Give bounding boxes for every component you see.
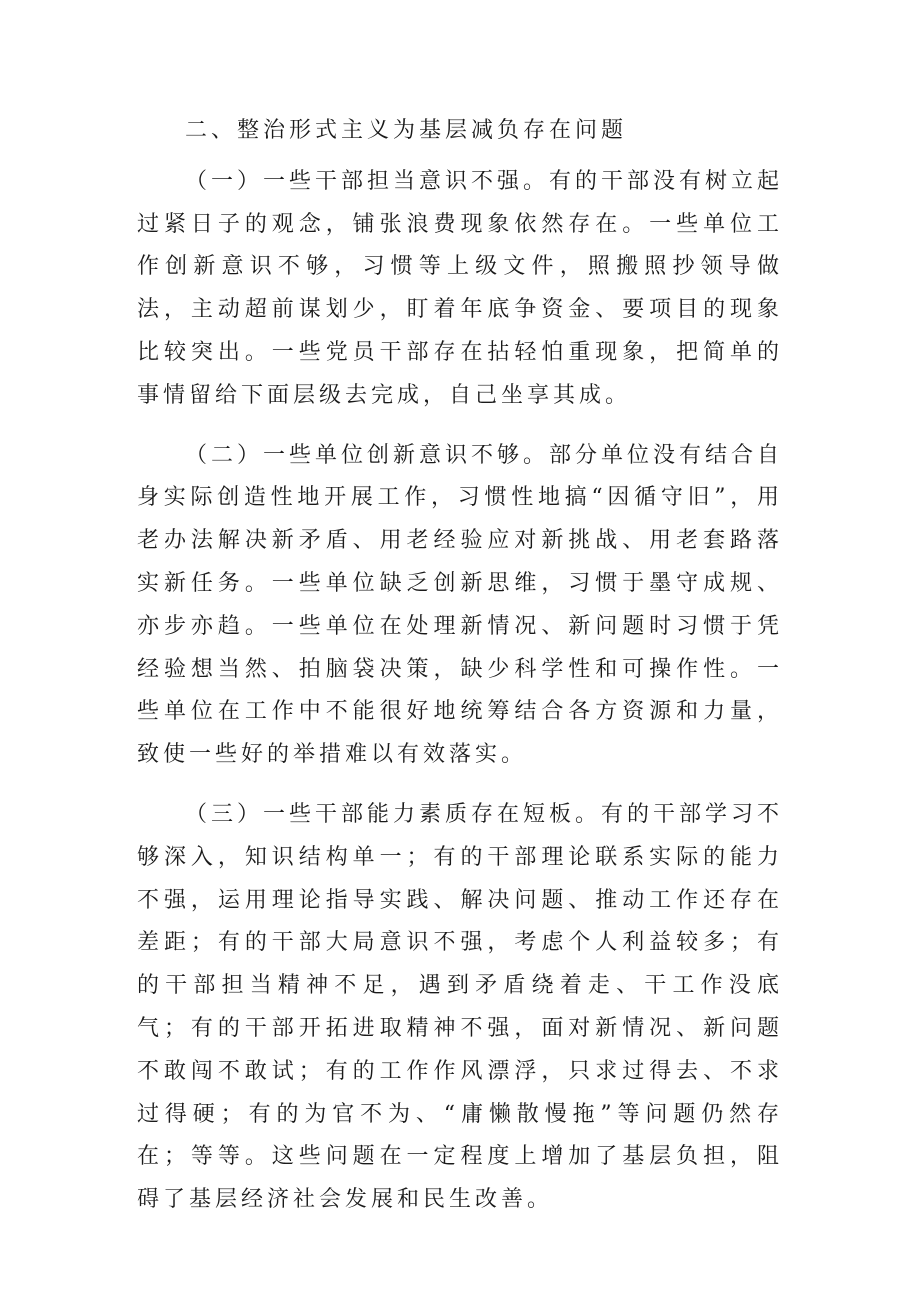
paragraph-1: （一）一些干部担当意识不强。有的干部没有树立起过紧日子的观念，铺张浪费现象依然存在。一些单位工作创新意识不够，习惯等上级文件，照搬照抄领导做法，主动超前谋划少，盯着年底争资金、要项目的现象比较突出。一些党员干部存在拈轻怕重现象，把简单的事情留给下面层级去完成，自己坐享其成。 (137, 168, 784, 408)
section-heading: 二、整治形式主义为基层减负存在问题 (185, 118, 628, 143)
paragraph-2: （二）一些单位创新意识不够。部分单位没有结合自身实际创造性地开展工作，习惯性地搞“因循守旧”，用老办法解决新矛盾、用老经验应对新挑战、用老套路落实新任务。一些单位缺乏创新思维，习惯于墨守成规、亦步亦趋。一些单位在处理新情况、新问题时习惯于凭经验想当然、拍脑袋决策，缺少科学性和可操作性。一些单位在工作中不能很好地统筹结合各方资源和力量，致使一些好的举措难以有效落实。 (137, 442, 784, 768)
document-body (137, 110, 783, 1222)
paragraph-3: （三）一些干部能力素质存在短板。有的干部学习不够深入，知识结构单一；有的干部理论联系实际的能力不强，运用理论指导实践、解决问题、推动工作还存在差距；有的干部大局意识不强，考虑个人利益较多；有的干部担当精神不足，遇到矛盾绕着走、干工作没底气；有的干部开拓进取精神不强，面对新情况、新问题不敢闯不敢试；有的工作作风漂浮，只求过得去、不求过得硬；有的为官不为、“庸懒散慢拖”等问题仍然存在；等等。这些问题在一定程度上增加了基层负担，阻碍了基层经济社会发展和民生改善。 (137, 801, 784, 1213)
